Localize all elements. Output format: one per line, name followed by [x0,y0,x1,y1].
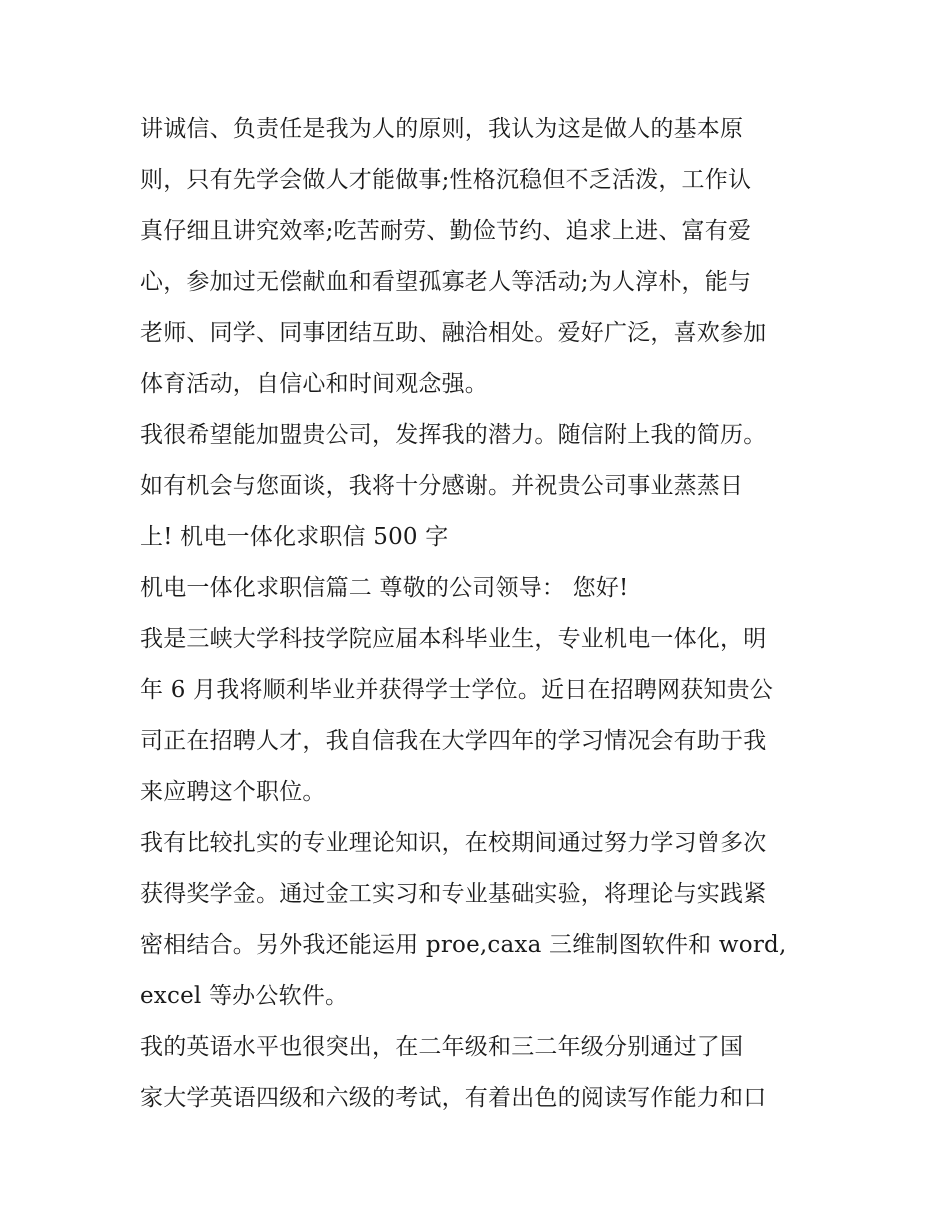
text-line: 则，只有先学会做人才能做事;性格沉稳但不乏活泼，工作认 [140,167,752,193]
text-line: excel 等办公软件。 [140,983,349,1009]
text-line: 年 6 月我将顺利毕业并获得学士学位。近日在招聘网获知贵公 [140,677,774,703]
text-line: 如有机会与您面谈，我将十分感谢。并祝贵公司事业蒸蒸日 [140,473,744,499]
text-line: 讲诚信、负责任是我为人的原则，我认为这是做人的基本原 [140,116,744,142]
text-line: 来应聘这个职位。 [140,779,326,805]
text-line: 获得奖学金。通过金工实习和专业基础实验，将理论与实践紧 [140,881,767,907]
text-line: 密相结合。另外我还能运用 proe,caxa 三维制图软件和 word, [140,932,787,958]
body-text [140,104,820,1124]
text-line: 老师、同学、同事团结互助、融洽相处。爱好广泛，喜欢参加 [140,320,767,346]
section-heading-line: 机电一体化求职信篇二 尊敬的公司领导： 您好! [140,575,629,601]
text-line: 心，参加过无偿献血和看望孤寡老人等活动;为人淳朴，能与 [140,269,752,295]
text-line: 司正在招聘人才，我自信我在大学四年的学习情况会有助于我 [140,728,767,754]
text-line: 真仔细且讲究效率;吃苦耐劳、勤俭节约、追求上进、富有爱 [140,218,752,244]
text-line: 我有比较扎实的专业理论知识，在校期间通过努力学习曾多次 [140,830,767,856]
text-line: 家大学英语四级和六级的考试，有着出色的阅读写作能力和口 [140,1085,767,1111]
text-line: 体育活动，自信心和时间观念强。 [140,371,488,397]
text-line: 我很希望能加盟贵公司，发挥我的潜力。随信附上我的简历。 [140,422,767,448]
text-line: 上! 机电一体化求职信 500 字 [140,524,449,550]
text-line: 我是三峡大学科技学院应届本科毕业生，专业机电一体化，明 [140,626,767,652]
text-line: 我的英语水平也很突出，在二年级和三二年级分别通过了国 [140,1034,744,1060]
